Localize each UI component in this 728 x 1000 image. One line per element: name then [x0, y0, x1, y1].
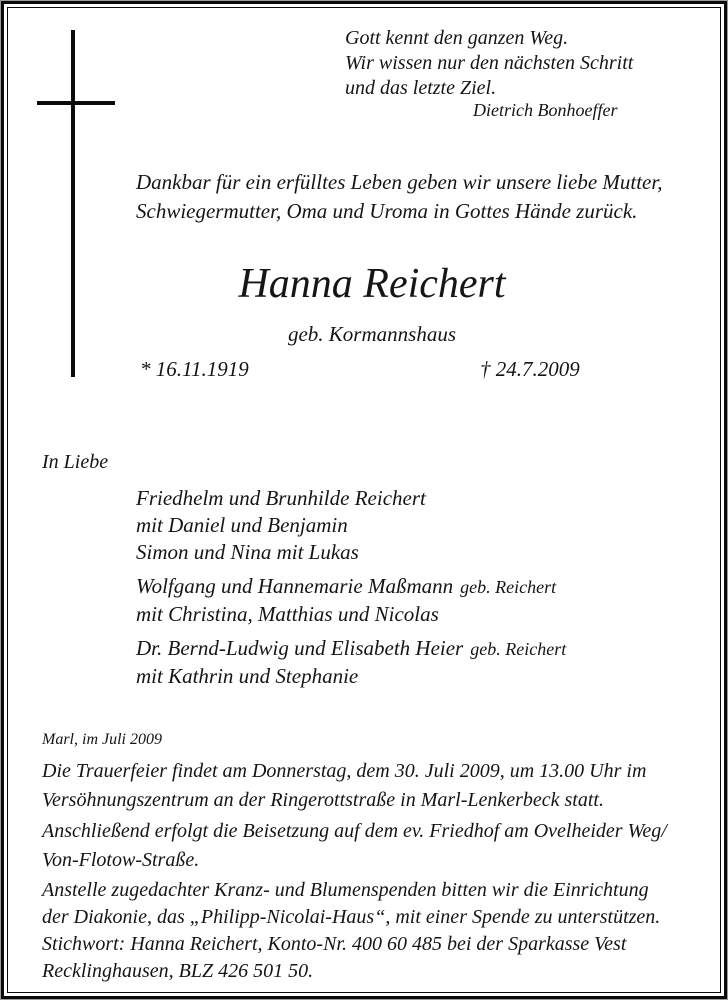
quote-line: Gott kennt den ganzen Weg. — [345, 27, 569, 49]
family-line: mit Daniel und Benjamin — [136, 513, 348, 537]
donation-paragraph — [42, 877, 660, 985]
paragraph-line: Stichwort: Hanna Reichert, Konto-Nr. 400 60 485 bei der Sparkasse Vest — [42, 933, 627, 955]
paragraph-line: Von-Flotow-Straße. — [42, 849, 200, 871]
death-date: † 24.7.2009 — [480, 357, 580, 381]
quote-block — [345, 26, 633, 101]
deceased-name: Hanna Reichert — [238, 261, 506, 307]
intro-line: Schwiegermutter, Oma und Uroma in Gottes Hände zurück. — [136, 199, 638, 223]
paragraph-line: Die Trauerfeier findet am Donnerstag, dem 30. Juli 2009, um 13.00 Uhr im — [42, 760, 647, 782]
maiden-suffix: geb. Reichert — [470, 639, 567, 659]
family-group — [136, 635, 566, 690]
family-list — [136, 485, 566, 697]
funeral-service-paragraph — [42, 757, 646, 815]
quote-attribution: Dietrich Bonhoeffer — [473, 100, 618, 120]
family-line: Simon und Nina mit Lukas — [136, 540, 359, 564]
paragraph-line: der Diakonie, das „Philipp-Nicolai-Haus“, mit einer Spende zu unterstützen. — [42, 906, 661, 928]
paragraph-line: Recklinghausen, BLZ 426 501 50. — [42, 960, 314, 982]
family-line — [136, 573, 566, 601]
maiden-name: geb. Kormannshaus — [287, 322, 456, 346]
family-name: Dr. Bernd-Ludwig und Elisabeth Heier — [136, 636, 464, 660]
cross-vertical-bar — [71, 30, 75, 377]
family-group — [136, 485, 566, 566]
family-line: mit Christina, Matthias und Nicolas — [136, 602, 439, 626]
quote-line: Wir wissen nur den nächsten Schritt — [345, 52, 634, 74]
intro-paragraph — [136, 168, 662, 226]
family-group — [136, 573, 566, 628]
paragraph-line: Anstelle zugedachter Kranz- und Blumenspenden bitten wir die Einrichtung — [42, 879, 649, 901]
family-name: Wolfgang und Hannemarie Maßmann — [136, 574, 454, 598]
in-liebe-label: In Liebe — [42, 451, 109, 473]
family-line — [136, 635, 566, 663]
birth-date: * 16.11.1919 — [140, 357, 249, 381]
family-line: Friedhelm und Brunhilde Reichert — [136, 486, 426, 510]
cross-horizontal-bar — [37, 101, 115, 105]
maiden-suffix: geb. Reichert — [460, 577, 557, 597]
family-line: mit Kathrin und Stephanie — [136, 664, 359, 688]
place-dateline: Marl, im Juli 2009 — [42, 731, 162, 748]
paragraph-line: Versöhnungszentrum an der Ringerottstraße in Marl-Lenkerbeck statt. — [42, 789, 604, 811]
paragraph-line: Anschließend erfolgt die Beisetzung auf dem ev. Friedhof am Ovelheider Weg/ — [42, 820, 667, 842]
burial-paragraph — [42, 817, 667, 875]
quote-line: und das letzte Ziel. — [345, 77, 497, 99]
intro-line: Dankbar für ein erfülltes Leben geben wir unsere liebe Mutter, — [136, 170, 663, 194]
